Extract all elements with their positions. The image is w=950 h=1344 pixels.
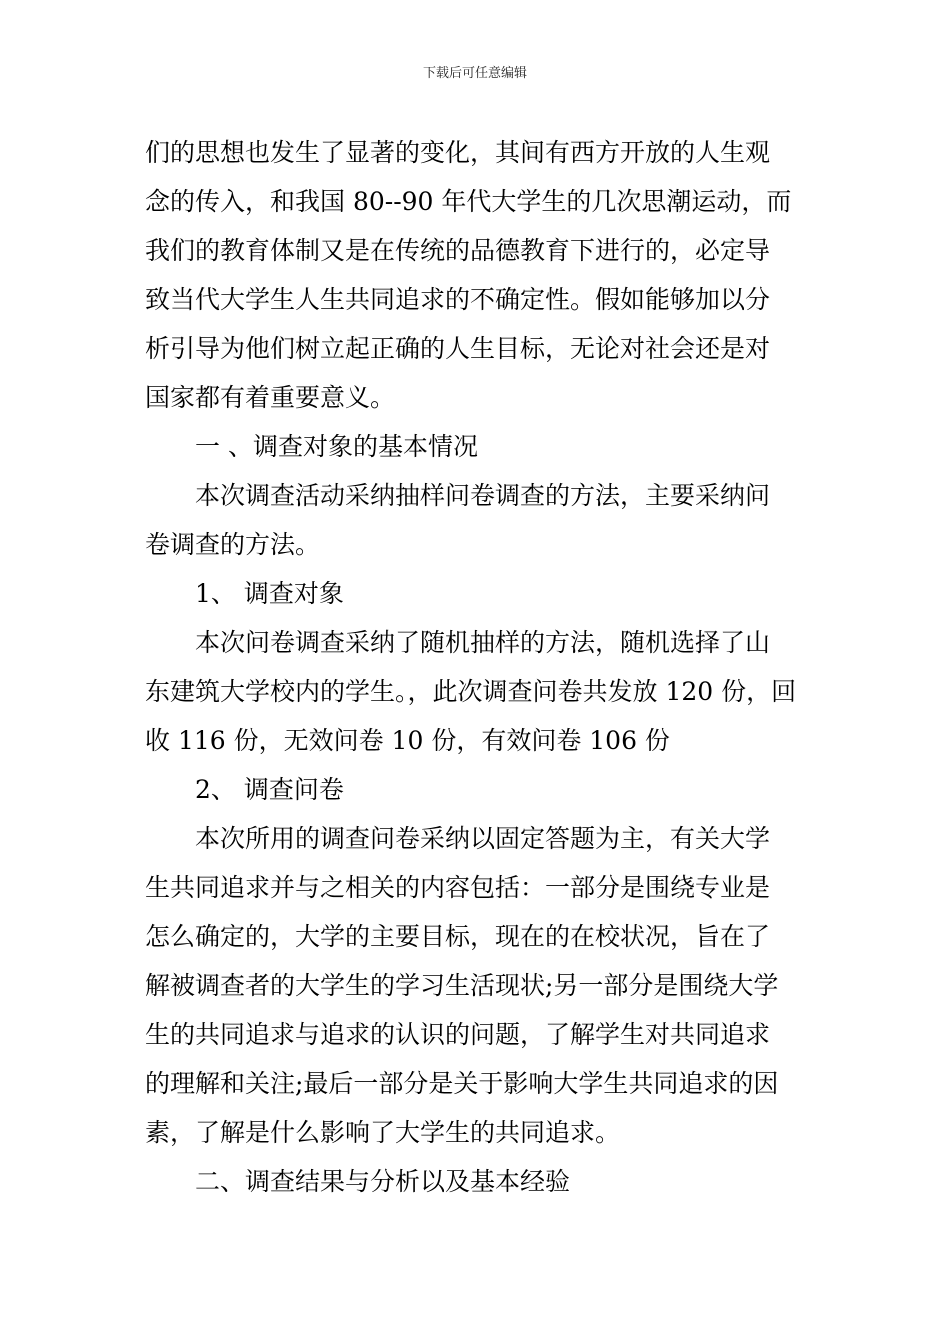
paragraph-line: 国家都有着重要意义。 bbox=[145, 383, 396, 412]
paragraph-line: 的理解和关注;最后一部分是关于影响大学生共同追求的因 bbox=[145, 1069, 779, 1098]
paragraph-line: 析引导为他们树立起正确的人生目标，无论对社会还是对 bbox=[145, 334, 771, 363]
subsection-heading: 1、 调查对象 bbox=[195, 579, 344, 608]
paragraph-line: 素，了解是什么影响了大学生的共同追求。 bbox=[145, 1118, 621, 1147]
subsection-heading: 2、 调查问卷 bbox=[195, 775, 344, 804]
paragraph-line: 本次问卷调查采纳了随机抽样的方法，随机选择了山 bbox=[195, 628, 771, 657]
paragraph-line: 们的思想也发生了显著的变化，其间有西方开放的人生观 bbox=[145, 138, 771, 167]
section-heading: 一 、调查对象的基本情况 bbox=[195, 432, 478, 461]
paragraph-line: 我们的教育体制又是在传统的品德教育下进行的，必定导 bbox=[145, 236, 771, 265]
paragraph-line: 怎么确定的，大学的主要目标，现在的在校状况，旨在了 bbox=[145, 922, 771, 951]
paragraph-line: 生的共同追求与追求的认识的问题，了解学生对共同追求 bbox=[145, 1020, 771, 1049]
page-header: 下载后可任意编辑 bbox=[422, 66, 527, 81]
paragraph-line: 收 116 份，无效问卷 10 份，有效问卷 106 份 bbox=[145, 726, 670, 755]
paragraph-line: 生共同追求并与之相关的内容包括：一部分是围绕专业是 bbox=[145, 873, 771, 902]
section-heading: 二、调查结果与分析以及基本经验 bbox=[195, 1167, 571, 1196]
paragraph-line: 卷调查的方法。 bbox=[145, 530, 321, 559]
paragraph-line: 致当代大学生人生共同追求的不确定性。假如能够加以分 bbox=[145, 285, 771, 314]
paragraph-line: 东建筑大学校内的学生。，此次调查问卷共发放 120 份，回 bbox=[145, 677, 797, 706]
paragraph-line: 本次所用的调查问卷采纳以固定答题为主，有关大学 bbox=[195, 824, 771, 853]
paragraph-line: 解被调查者的大学生的学习生活现状;另一部分是围绕大学 bbox=[145, 971, 779, 1000]
paragraph-line: 念的传入，和我国 80--90 年代大学生的几次思潮运动，而 bbox=[145, 187, 792, 216]
paragraph-line: 本次调查活动采纳抽样问卷调查的方法，主要采纳问 bbox=[195, 481, 771, 510]
document-body bbox=[145, 128, 807, 1206]
